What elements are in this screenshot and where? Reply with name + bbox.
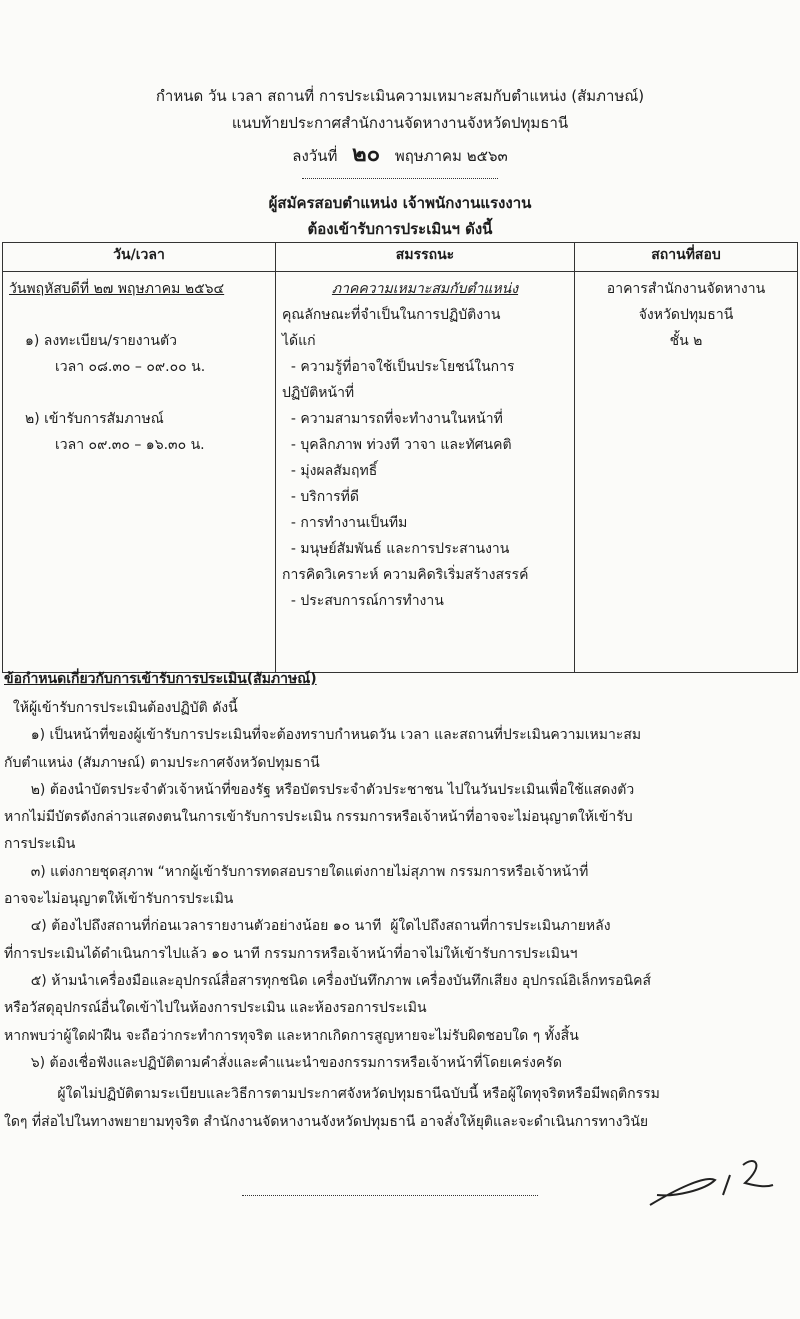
date-prefix: ลงวันที่ bbox=[292, 147, 338, 165]
rule-line: ๑) เป็นหน้าที่ของผู้เข้ารับการประเมินที่จะต้องทราบกำหนดวัน เวลา และสถานที่ประเมินความเหมาะสม bbox=[4, 727, 642, 744]
competency-line: ได้แก่ bbox=[282, 333, 316, 349]
rule-line: ให้ผู้เข้ารับการประเมินต้องปฏิบัติ ดังนี้ bbox=[4, 700, 238, 716]
competency-line: - การทำงานเป็นทีม bbox=[282, 515, 408, 531]
closing-paragraph bbox=[4, 1080, 660, 1136]
date-day: ๒๐ bbox=[352, 142, 381, 167]
subtitle-2: ต้องเข้ารับการประเมินฯ ดังนี้ bbox=[307, 220, 493, 238]
location-line: จังหวัดปทุมธานี bbox=[638, 307, 734, 323]
title-line-2: แนบท้ายประกาศสำนักงานจัดหางานจังหวัดปทุมธานี bbox=[231, 114, 569, 132]
cell-competency bbox=[276, 272, 575, 673]
schedule-1-time: เวลา ๐๘.๓๐ – ๐๙.๐๐ น. bbox=[55, 359, 206, 375]
rule-line: หากไม่มีบัตรดังกล่าวแสดงตนในการเข้ารับการประเมิน กรรมการหรือเจ้าหน้าที่อาจจะไม่อนุญาตให้เข้ารับ bbox=[4, 809, 633, 826]
title-line-1: กำหนด วัน เวลา สถานที่ การประเมินความเหมาะสมกับตำแหน่ง (สัมภาษณ์) bbox=[155, 87, 645, 105]
schedule-1-label: ๑) ลงทะเบียน/รายงานตัว bbox=[25, 333, 177, 349]
rule-line: ๖) ต้องเชื่อฟังและปฏิบัติตามคำสั่งและคำแนะนำของกรรมการหรือเจ้าหน้าที่โดยเคร่งครัด bbox=[4, 1054, 562, 1071]
competency-line: - ประสบการณ์การทำงาน bbox=[282, 593, 444, 609]
separator-dots bbox=[302, 178, 498, 179]
closing-line: ผู้ใดไม่ปฏิบัติตามระเบียบและวิธีการตามประกาศจังหวัดปทุมธานีฉบับนี้ หรือผู้ใดทุจริตหรือมีพฤติกรรม bbox=[4, 1086, 660, 1102]
competency-title: ภาคความเหมาะสมกับตำแหน่ง bbox=[331, 281, 519, 297]
rules-title: ข้อกำหนดเกี่ยวกับการเข้ารับการประเมิน(สัมภาษณ์) bbox=[4, 671, 317, 687]
rule-line: ๕) ห้ามนำเครื่องมือและอุปกรณ์สื่อสารทุกชนิด เครื่องบันทึกภาพ เครื่องบันทึกเสียง อุปกรณ์อิเล็กทรอนิคส์ bbox=[4, 972, 652, 989]
competency-line: - บริการที่ดี bbox=[282, 489, 359, 505]
competency-line: - ความสามารถที่จะทำงานในหน้าที่ bbox=[282, 411, 503, 427]
rule-line: ๒) ต้องนำบัตรประจำตัวเจ้าหน้าที่ของรัฐ หรือบัตรประจำตัวประชาชน ไปในวันประเมินเพื่อใช้แสดงตัว bbox=[4, 781, 635, 798]
location-line: ชั้น ๒ bbox=[669, 333, 703, 349]
cell-date bbox=[3, 272, 276, 673]
header-competency: สมรรถนะ bbox=[276, 243, 575, 272]
schedule-table bbox=[2, 242, 798, 673]
competency-line: - มนุษย์สัมพันธ์ และการประสานงาน bbox=[282, 541, 510, 557]
competency-line: ปฏิบัติหน้าที่ bbox=[282, 385, 355, 401]
schedule-2-time: เวลา ๐๙.๓๐ – ๑๖.๓๐ น. bbox=[55, 437, 205, 453]
signature-line bbox=[242, 1195, 538, 1196]
header-date: วัน/เวลา bbox=[3, 243, 276, 272]
rule-line: การประเมิน bbox=[4, 836, 76, 853]
subtitle-1: ผู้สมัครสอบตำแหน่ง เจ้าพนักงานแรงงาน bbox=[268, 194, 532, 212]
exam-date: วันพฤหัสบดีที่ ๒๗ พฤษภาคม ๒๕๖๔ bbox=[9, 281, 225, 297]
rule-line: หรือวัสดุอุปกรณ์อื่นใดเข้าไปในห้องการประเมิน และห้องรอการประเมิน bbox=[4, 1000, 427, 1017]
signature-mark bbox=[645, 1135, 775, 1215]
rule-line: ๓) แต่งกายชุดสุภาพ “หากผู้เข้ารับการทดสอบรายใดแต่งกายไม่สุภาพ กรรมการหรือเจ้าหน้าที่ bbox=[4, 863, 589, 880]
rule-line: ที่การประเมินได้ดำเนินการไปแล้ว ๑๐ นาที กรรมการหรือเจ้าหน้าที่อาจไม่ให้เข้ารับการประเมินฯ bbox=[4, 945, 578, 962]
competency-line: - บุคลิกภาพ ท่วงที วาจา และทัศนคติ bbox=[282, 437, 512, 453]
schedule-2-label: ๒) เข้ารับการสัมภาษณ์ bbox=[25, 411, 164, 427]
rule-line: อาจจะไม่อนุญาตให้เข้ารับการประเมิน bbox=[4, 891, 234, 908]
title-date bbox=[0, 136, 800, 171]
rules-list bbox=[4, 695, 651, 1077]
competency-line: คุณลักษณะที่จำเป็นในการปฏิบัติงาน bbox=[282, 307, 501, 323]
location-line: อาคารสำนักงานจัดหางาน bbox=[606, 281, 766, 297]
header-location: สถานที่สอบ bbox=[575, 243, 798, 272]
competency-line: การคิดวิเคราะห์ ความคิดริเริ่มสร้างสรรค์ bbox=[282, 567, 529, 583]
competency-line: - ความรู้ที่อาจใช้เป็นประโยชน์ในการ bbox=[282, 359, 515, 375]
rule-line: ๔) ต้องไปถึงสถานที่ก่อนเวลารายงานตัวอย่างน้อย ๑๐ นาที ผู้ใดไปถึงสถานที่การประเมินภายหลัง bbox=[4, 918, 611, 935]
closing-line: ใดๆ ที่ส่อไปในทางพยายามทุจริต สำนักงานจัดหางานจังหวัดปทุมธานี อาจสั่งให้ยุติและจะดำเนินการทางวินัย bbox=[4, 1114, 649, 1130]
competency-line: - มุ่งผลสัมฤทธิ์ bbox=[282, 463, 378, 479]
rule-line: กับตำแหน่ง (สัมภาษณ์) ตามประกาศจังหวัดปทุมธานี bbox=[4, 754, 320, 771]
rule-line: หากพบว่าผู้ใดฝ่าฝืน จะถือว่ากระทำการทุจริต และหากเกิดการสูญหายจะไม่รับผิดชอบใด ๆ ทั้งสิ้น bbox=[4, 1027, 579, 1044]
cell-location bbox=[575, 272, 798, 673]
date-rest: พฤษภาคม ๒๕๖๓ bbox=[394, 147, 508, 165]
